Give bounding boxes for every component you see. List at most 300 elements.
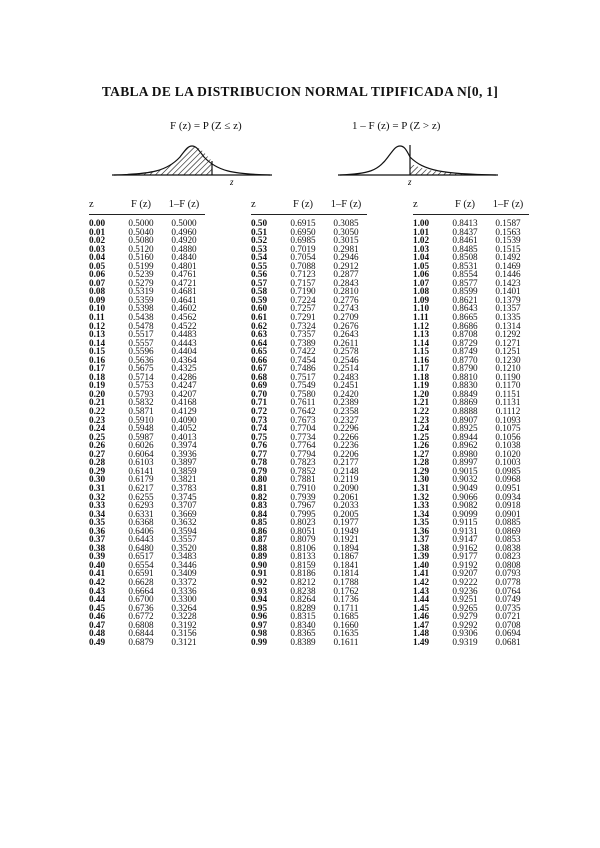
tail-value: 0.4247 xyxy=(171,380,197,391)
page-title: TABLA DE LA DISTRIBUCION NORMAL TIPIFICADA N[0, 1] xyxy=(101,84,499,99)
z-value: 1.25 xyxy=(413,431,430,442)
z-value: 0.20 xyxy=(89,388,106,399)
z-value: 1.21 xyxy=(413,397,430,408)
tail-value: 0.0951 xyxy=(495,482,521,493)
normal-table-column-3 xyxy=(413,196,529,646)
z-value: 0.45 xyxy=(89,602,106,613)
tail-value: 0.0764 xyxy=(495,585,521,596)
z-value: 1.45 xyxy=(413,602,430,613)
cdf-value: 0.6915 xyxy=(290,218,316,228)
cdf-value: 0.7611 xyxy=(290,397,316,408)
z-value: 1.17 xyxy=(413,363,430,374)
column-header-f: F (z) xyxy=(119,196,163,215)
cdf-value: 0.8531 xyxy=(452,260,478,271)
z-value: 0.16 xyxy=(89,354,106,365)
tail-value: 0.4207 xyxy=(171,388,197,399)
cdf-value: 0.8708 xyxy=(452,329,478,340)
z-value: 0.93 xyxy=(251,585,268,596)
z-value: 0.81 xyxy=(251,482,268,493)
cdf-value: 0.5040 xyxy=(128,226,154,237)
tail-value: 0.1711 xyxy=(333,602,359,613)
cdf-value: 0.5793 xyxy=(128,388,154,399)
z-value: 0.50 xyxy=(251,218,268,228)
z-value: 0.28 xyxy=(89,457,106,468)
tail-value: 0.3156 xyxy=(171,628,197,639)
z-value: 0.44 xyxy=(89,594,106,605)
cdf-value: 0.5359 xyxy=(128,294,154,305)
z-value: 0.49 xyxy=(89,636,106,647)
tail-value: 0.4840 xyxy=(171,252,197,263)
z-value: 0.02 xyxy=(89,235,106,246)
cdf-z-label: z xyxy=(230,177,234,187)
z-value: 0.87 xyxy=(251,534,268,545)
tail-value: 0.0968 xyxy=(495,474,521,485)
cdf-value: 0.9236 xyxy=(452,585,478,596)
tail-value: 0.4129 xyxy=(171,406,197,417)
z-value: 0.12 xyxy=(89,320,106,331)
z-value: 1.37 xyxy=(413,534,430,545)
tail-value: 0.1539 xyxy=(495,235,521,246)
tail-value: 0.3372 xyxy=(171,576,197,587)
z-value: 1.33 xyxy=(413,500,430,511)
tail-value: 0.1611 xyxy=(333,636,359,647)
cdf-value: 0.8686 xyxy=(452,320,478,331)
cdf-shaded-area xyxy=(114,146,212,175)
tail-value: 0.2981 xyxy=(333,243,359,254)
z-value: 0.99 xyxy=(251,636,268,647)
z-value: 0.57 xyxy=(251,277,268,288)
cdf-value: 0.5871 xyxy=(128,406,154,417)
tail-value: 0.2148 xyxy=(333,465,359,476)
z-value: 0.68 xyxy=(251,371,268,382)
table-row xyxy=(413,638,529,647)
z-value: 0.79 xyxy=(251,465,268,476)
tail-z-label: z xyxy=(408,177,412,187)
tail-value: 0.2709 xyxy=(333,312,359,323)
tail-value: 0.1314 xyxy=(495,320,521,331)
tail-value: 0.2877 xyxy=(333,269,359,280)
z-value: 1.27 xyxy=(413,448,430,459)
cdf-value: 0.7324 xyxy=(290,320,316,331)
z-value: 0.74 xyxy=(251,423,268,434)
tail-value: 0.2206 xyxy=(333,448,359,459)
z-value: 1.02 xyxy=(413,235,430,246)
tail-value: 0.1190 xyxy=(495,371,521,382)
z-value: 1.28 xyxy=(413,457,430,468)
z-value: 1.48 xyxy=(413,628,430,639)
z-value: 0.76 xyxy=(251,440,268,451)
cdf-value: 0.8907 xyxy=(452,414,478,425)
cdf-value: 0.8023 xyxy=(290,517,316,528)
tail-value: 0.3632 xyxy=(171,517,197,528)
cdf-value: 0.8810 xyxy=(452,371,478,382)
tail-value: 0.1401 xyxy=(495,286,521,297)
cdf-value: 0.5000 xyxy=(128,218,154,228)
cdf-value: 0.9147 xyxy=(452,534,478,545)
cdf-value: 0.5910 xyxy=(128,414,154,425)
z-value: 1.35 xyxy=(413,517,430,528)
z-value: 0.40 xyxy=(89,559,106,570)
z-value: 0.94 xyxy=(251,594,268,605)
tail-value: 0.4562 xyxy=(171,312,197,323)
z-value: 0.65 xyxy=(251,346,268,357)
z-value: 1.44 xyxy=(413,594,430,605)
column-header-c: 1–F (z) xyxy=(487,196,529,215)
tail-formula: 1 – F (z) = P (Z > z) xyxy=(352,120,441,132)
cdf-value: 0.8643 xyxy=(452,303,478,314)
cdf-value: 0.7019 xyxy=(290,243,316,254)
tail-value: 0.1921 xyxy=(333,534,359,545)
column-header-z: z xyxy=(413,196,443,215)
tail-value: 0.3409 xyxy=(171,568,197,579)
tail-curve-diagram xyxy=(338,133,498,191)
cdf-value: 0.7486 xyxy=(290,363,316,374)
z-value: 0.89 xyxy=(251,551,268,562)
normal-table xyxy=(89,196,529,646)
cdf-value: 0.6293 xyxy=(128,500,154,511)
z-value: 0.26 xyxy=(89,440,106,451)
cdf-value: 0.7157 xyxy=(290,277,316,288)
column-header-z: z xyxy=(89,196,119,215)
z-value: 0.55 xyxy=(251,260,268,271)
z-value: 1.26 xyxy=(413,440,430,451)
z-value: 0.05 xyxy=(89,260,106,271)
z-value: 1.20 xyxy=(413,388,430,399)
tail-value: 0.2327 xyxy=(333,414,359,425)
z-value: 0.14 xyxy=(89,337,106,348)
cdf-value: 0.7852 xyxy=(290,465,316,476)
column-header-c: 1–F (z) xyxy=(325,196,367,215)
z-value: 0.04 xyxy=(89,252,106,263)
z-value: 0.75 xyxy=(251,431,268,442)
z-value: 1.42 xyxy=(413,576,430,587)
z-value: 1.07 xyxy=(413,277,430,288)
tail-value: 0.4325 xyxy=(171,363,197,374)
z-value: 1.04 xyxy=(413,252,430,263)
cdf-value: 0.6368 xyxy=(128,517,154,528)
z-value: 0.85 xyxy=(251,517,268,528)
tail-value: 0.1788 xyxy=(333,576,359,587)
cdf-value: 0.7291 xyxy=(290,312,316,323)
cdf-value: 0.9306 xyxy=(452,628,478,639)
cdf-value: 0.7995 xyxy=(290,508,316,519)
table-row xyxy=(89,638,205,647)
cdf-value: 0.7088 xyxy=(290,260,316,271)
z-value: 0.48 xyxy=(89,628,106,639)
tail-value: 0.4920 xyxy=(171,235,197,246)
cdf-value: 0.8577 xyxy=(452,277,478,288)
z-value: 1.06 xyxy=(413,269,430,280)
tail-value: 0.2546 xyxy=(333,354,359,365)
tail-value: 0.1357 xyxy=(495,303,521,314)
cdf-value: 0.5832 xyxy=(128,397,154,408)
tail-value: 0.1469 xyxy=(495,260,521,271)
cdf-value: 0.7704 xyxy=(290,423,316,434)
tail-value: 0.1093 xyxy=(495,414,521,425)
tail-value: 0.2483 xyxy=(333,371,359,382)
cdf-value: 0.9115 xyxy=(452,517,478,528)
tail-value: 0.1210 xyxy=(495,363,521,374)
tail-value: 0.0694 xyxy=(495,628,521,639)
z-value: 1.39 xyxy=(413,551,430,562)
cdf-value: 0.5398 xyxy=(128,303,154,314)
z-value: 0.71 xyxy=(251,397,268,408)
tail-value: 0.4364 xyxy=(171,354,197,365)
tail-value: 0.2061 xyxy=(333,491,359,502)
cdf-value: 0.9319 xyxy=(452,636,478,647)
z-value: 0.96 xyxy=(251,611,268,622)
z-value: 1.29 xyxy=(413,465,430,476)
cdf-value: 0.5120 xyxy=(128,243,154,254)
z-value: 0.59 xyxy=(251,294,268,305)
tail-value: 0.0708 xyxy=(495,619,521,630)
cdf-value: 0.7517 xyxy=(290,371,316,382)
z-value: 0.42 xyxy=(89,576,106,587)
cdf-value: 0.7224 xyxy=(290,294,316,305)
tail-value: 0.0808 xyxy=(495,559,521,570)
tail-value: 0.1379 xyxy=(495,294,521,305)
z-value: 0.58 xyxy=(251,286,268,297)
cdf-curve-diagram xyxy=(112,133,272,191)
tail-value: 0.1587 xyxy=(495,218,521,228)
tail-value: 0.0681 xyxy=(495,636,521,647)
cdf-value: 0.5714 xyxy=(128,371,154,382)
cdf-value: 0.8869 xyxy=(452,397,478,408)
tail-value: 0.3446 xyxy=(171,559,197,570)
cdf-value: 0.7673 xyxy=(290,414,316,425)
tail-value: 0.4443 xyxy=(171,337,197,348)
z-value: 0.31 xyxy=(89,482,106,493)
cdf-value: 0.8749 xyxy=(452,346,478,357)
z-value: 0.08 xyxy=(89,286,106,297)
z-value: 1.03 xyxy=(413,243,430,254)
cdf-value: 0.7734 xyxy=(290,431,316,442)
tail-value: 0.3707 xyxy=(171,500,197,511)
z-value: 0.29 xyxy=(89,465,106,476)
z-value: 0.36 xyxy=(89,525,106,536)
cdf-value: 0.8437 xyxy=(452,226,478,237)
cdf-value: 0.7910 xyxy=(290,482,316,493)
tail-value: 0.4801 xyxy=(171,260,197,271)
cdf-value: 0.5753 xyxy=(128,380,154,391)
cdf-value: 0.5636 xyxy=(128,354,154,365)
z-value: 0.78 xyxy=(251,457,268,468)
z-value: 1.05 xyxy=(413,260,430,271)
z-value: 0.03 xyxy=(89,243,106,254)
z-value: 0.00 xyxy=(89,218,106,228)
z-value: 1.08 xyxy=(413,286,430,297)
z-value: 1.34 xyxy=(413,508,430,519)
tail-value: 0.3520 xyxy=(171,542,197,553)
cdf-value: 0.6026 xyxy=(128,440,154,451)
cdf-value: 0.7389 xyxy=(290,337,316,348)
cdf-value: 0.6879 xyxy=(128,636,154,647)
z-value: 1.30 xyxy=(413,474,430,485)
tail-value: 0.4013 xyxy=(171,431,197,442)
z-value: 1.41 xyxy=(413,568,430,579)
z-value: 0.64 xyxy=(251,337,268,348)
cdf-value: 0.5319 xyxy=(128,286,154,297)
z-value: 0.06 xyxy=(89,269,106,280)
column-header-z: z xyxy=(251,196,281,215)
z-value: 0.15 xyxy=(89,346,106,357)
tail-value: 0.4286 xyxy=(171,371,197,382)
tail-value: 0.2514 xyxy=(333,363,359,374)
cdf-value: 0.6554 xyxy=(128,559,154,570)
cdf-value: 0.6103 xyxy=(128,457,154,468)
z-value: 0.01 xyxy=(89,226,106,237)
tail-value: 0.3936 xyxy=(171,448,197,459)
z-value: 1.47 xyxy=(413,619,430,630)
cdf-value: 0.9082 xyxy=(452,500,478,511)
tail-value: 0.2578 xyxy=(333,346,359,357)
tail-value: 0.1736 xyxy=(333,594,359,605)
cdf-value: 0.6064 xyxy=(128,448,154,459)
z-value: 1.38 xyxy=(413,542,430,553)
tail-value: 0.5000 xyxy=(171,218,197,228)
cdf-value: 0.9032 xyxy=(452,474,478,485)
tail-value: 0.2090 xyxy=(333,482,359,493)
tail-value: 0.1056 xyxy=(495,431,521,442)
normal-table-column-1 xyxy=(89,196,205,646)
z-value: 1.40 xyxy=(413,559,430,570)
tail-value: 0.4090 xyxy=(171,414,197,425)
cdf-value: 0.8554 xyxy=(452,269,478,280)
z-value: 1.11 xyxy=(413,312,429,323)
cdf-value: 0.9207 xyxy=(452,568,478,579)
cdf-value: 0.6985 xyxy=(290,235,316,246)
cdf-value: 0.9292 xyxy=(452,619,478,630)
cdf-value: 0.6179 xyxy=(128,474,154,485)
table-row xyxy=(413,215,529,228)
z-value: 0.30 xyxy=(89,474,106,485)
column-header-f: F (z) xyxy=(443,196,487,215)
cdf-value: 0.8508 xyxy=(452,252,478,263)
tail-value: 0.3821 xyxy=(171,474,197,485)
tail-value: 0.1075 xyxy=(495,423,521,434)
tail-value: 0.0934 xyxy=(495,491,521,502)
tail-value: 0.1660 xyxy=(333,619,359,630)
cdf-value: 0.6844 xyxy=(128,628,154,639)
cdf-value: 0.6443 xyxy=(128,534,154,545)
z-value: 1.31 xyxy=(413,482,430,493)
tail-value: 0.1271 xyxy=(495,337,521,348)
tail-value: 0.1131 xyxy=(495,397,521,408)
tail-value: 0.2420 xyxy=(333,388,359,399)
z-value: 1.23 xyxy=(413,414,430,425)
tail-value: 0.1230 xyxy=(495,354,521,365)
z-value: 0.56 xyxy=(251,269,268,280)
tail-value: 0.4483 xyxy=(171,329,197,340)
cdf-value: 0.5199 xyxy=(128,260,154,271)
cdf-value: 0.5596 xyxy=(128,346,154,357)
tail-value: 0.0721 xyxy=(495,611,521,622)
tail-value: 0.3121 xyxy=(171,636,197,647)
cdf-value: 0.7422 xyxy=(290,346,316,357)
cdf-value: 0.7257 xyxy=(290,303,316,314)
tail-value: 0.3897 xyxy=(171,457,197,468)
cdf-value: 0.5438 xyxy=(128,312,154,323)
cdf-value: 0.7454 xyxy=(290,354,316,365)
cdf-value: 0.6406 xyxy=(128,525,154,536)
tail-value: 0.4761 xyxy=(171,269,197,280)
z-value: 0.13 xyxy=(89,329,106,340)
z-value: 1.00 xyxy=(413,218,430,228)
cdf-value: 0.8665 xyxy=(452,312,478,323)
tail-value: 0.2266 xyxy=(333,431,359,442)
tail-value: 0.1814 xyxy=(333,568,359,579)
cdf-value: 0.7764 xyxy=(290,440,316,451)
cdf-value: 0.6950 xyxy=(290,226,316,237)
cdf-value: 0.8925 xyxy=(452,423,478,434)
tail-value: 0.1335 xyxy=(495,312,521,323)
z-value: 0.46 xyxy=(89,611,106,622)
cdf-value: 0.6591 xyxy=(128,568,154,579)
cdf-value: 0.9066 xyxy=(452,491,478,502)
z-value: 1.32 xyxy=(413,491,430,502)
z-value: 1.49 xyxy=(413,636,430,647)
column-header-c: 1–F (z) xyxy=(163,196,205,215)
cdf-value: 0.8621 xyxy=(452,294,478,305)
tail-value: 0.3300 xyxy=(171,594,197,605)
cdf-value: 0.5557 xyxy=(128,337,154,348)
tail-value: 0.3050 xyxy=(333,226,359,237)
tail-value: 0.0749 xyxy=(495,594,521,605)
cdf-value: 0.8888 xyxy=(452,406,478,417)
z-value: 0.33 xyxy=(89,500,106,511)
tail-value: 0.2177 xyxy=(333,457,359,468)
z-value: 1.43 xyxy=(413,585,430,596)
cdf-value: 0.6255 xyxy=(128,491,154,502)
cdf-value: 0.8830 xyxy=(452,380,478,391)
cdf-value: 0.9265 xyxy=(452,602,478,613)
tail-value: 0.3192 xyxy=(171,619,197,630)
cdf-value: 0.7580 xyxy=(290,388,316,399)
cdf-value: 0.9177 xyxy=(452,551,478,562)
cdf-value: 0.7054 xyxy=(290,252,316,263)
cdf-value: 0.8599 xyxy=(452,286,478,297)
tail-value: 0.2389 xyxy=(333,397,359,408)
cdf-value: 0.7939 xyxy=(290,491,316,502)
z-value: 0.97 xyxy=(251,619,268,630)
tail-value: 0.2776 xyxy=(333,294,359,305)
z-value: 0.22 xyxy=(89,406,106,417)
z-value: 0.67 xyxy=(251,363,268,374)
tail-value: 0.0901 xyxy=(495,508,521,519)
cdf-value: 0.9251 xyxy=(452,594,478,605)
z-value: 1.19 xyxy=(413,380,430,391)
cdf-value: 0.8264 xyxy=(290,594,316,605)
z-value: 0.63 xyxy=(251,329,268,340)
cdf-value: 0.7190 xyxy=(290,286,316,297)
z-value: 0.32 xyxy=(89,491,106,502)
cdf-value: 0.6517 xyxy=(128,551,154,562)
z-value: 0.35 xyxy=(89,517,106,528)
cdf-value: 0.6480 xyxy=(128,542,154,553)
cdf-value: 0.5517 xyxy=(128,329,154,340)
tail-value: 0.3264 xyxy=(171,602,197,613)
cdf-value: 0.8770 xyxy=(452,354,478,365)
cdf-value: 0.5987 xyxy=(128,431,154,442)
tail-value: 0.2676 xyxy=(333,320,359,331)
tail-value: 0.2236 xyxy=(333,440,359,451)
cdf-value: 0.8413 xyxy=(452,218,478,228)
tail-value: 0.1151 xyxy=(495,388,521,399)
cdf-value: 0.8238 xyxy=(290,585,316,596)
z-value: 1.15 xyxy=(413,346,430,357)
tail-value: 0.4880 xyxy=(171,243,197,254)
tail-value: 0.4602 xyxy=(171,303,197,314)
